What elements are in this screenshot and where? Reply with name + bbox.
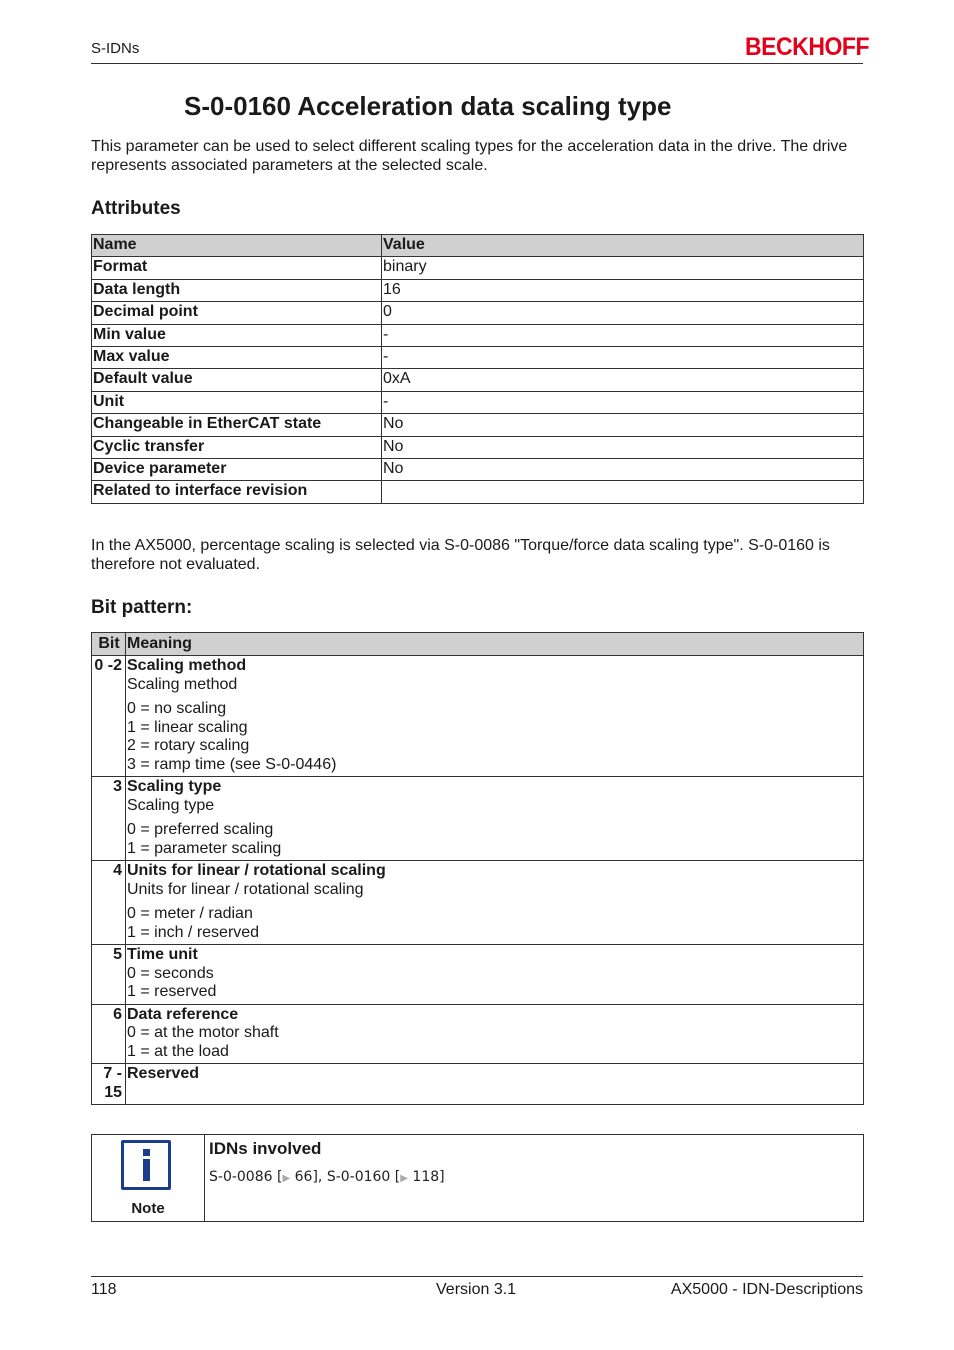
note-icon-column: [92, 1135, 205, 1221]
note-label: Note: [131, 1200, 165, 1217]
bit-pattern-heading: Bit pattern:: [91, 597, 193, 618]
attribute-row: [92, 481, 864, 503]
bit-value-option: 1 = inch / reserved: [127, 923, 260, 941]
bit-value-option: 0 = at the motor shaft: [127, 1024, 279, 1041]
bit-meaning-title: Data reference: [127, 1005, 239, 1023]
bit-meaning: [126, 1004, 864, 1064]
attribute-row: [92, 279, 864, 301]
bit-number: 0 -2: [92, 656, 126, 777]
bit-value-option: 1 = at the load: [127, 1042, 229, 1060]
footer-version: Version 3.1: [436, 1281, 517, 1298]
bit-row: [92, 1064, 864, 1105]
attribute-row: [92, 458, 864, 480]
idn-reference-link[interactable]: S-0-0086 [▶ 66]: [209, 1169, 318, 1185]
bit-number: 7 - 15: [92, 1064, 126, 1105]
bit-value-option: 0 = seconds: [127, 964, 214, 982]
attributes-table: [91, 234, 864, 504]
bit-value-option: 1 = linear scaling: [127, 718, 248, 736]
attribute-name: Cyclic transfer: [92, 436, 382, 458]
note-content: [209, 1139, 445, 1185]
idn-reference-page: 118: [412, 1169, 440, 1185]
attribute-row: [92, 346, 864, 368]
attribute-value: -: [382, 324, 864, 346]
bit-meaning: [126, 945, 864, 1005]
bit-value-option: 0 = meter / radian: [127, 905, 253, 922]
bit-meaning: [126, 1064, 864, 1105]
attribute-name: Default value: [92, 369, 382, 391]
attribute-row: [92, 324, 864, 346]
bit-row: [92, 777, 864, 861]
bit-value-option: 1 = reserved: [127, 983, 217, 1000]
bit-pattern-table: [91, 632, 864, 1105]
bit-meaning-title: Scaling type: [127, 778, 222, 795]
info-icon: [121, 1140, 171, 1190]
bit-meaning: [126, 777, 864, 861]
attribute-value: 0: [382, 302, 864, 324]
attribute-value: No: [382, 414, 864, 436]
attribute-name: Min value: [92, 324, 382, 346]
column-header-bit: Bit: [92, 633, 126, 656]
note-references: S-0-0086 [▶ 66], S-0-0160 [▶ 118]: [209, 1169, 445, 1185]
bit-meaning: [126, 861, 864, 945]
bit-value-option: 1 = parameter scaling: [127, 839, 282, 857]
attribute-name: Data length: [92, 279, 382, 301]
attribute-value: [382, 481, 864, 503]
bit-meaning-title: Units for linear / rotational scaling: [127, 862, 386, 879]
page-arrow-icon: ▶: [282, 1173, 291, 1184]
bit-meaning-title: Time unit: [127, 946, 198, 963]
attribute-value: -: [382, 391, 864, 413]
bit-meaning-title: Reserved: [127, 1065, 200, 1082]
bit-number: 3: [92, 777, 126, 861]
attribute-name: Related to interface revision: [92, 481, 382, 503]
attribute-name: Changeable in EtherCAT state: [92, 414, 382, 436]
bit-meaning-description: Units for linear / rotational scaling: [127, 880, 364, 898]
bit-value-option: 3 = ramp time (see S-0-0446): [127, 755, 337, 773]
idn-reference-id: S-0-0160: [326, 1169, 391, 1185]
page-arrow-icon: ▶: [400, 1173, 408, 1184]
column-header-meaning: Meaning: [126, 633, 864, 656]
intro-paragraph: This parameter can be used to select different scaling types for the acceleration data in the drive. The drive represents associated parameters at the selected scale.: [91, 138, 848, 174]
attribute-row: [92, 302, 864, 324]
bit-row: [92, 656, 864, 777]
attribute-row: [92, 369, 864, 391]
attribute-value: 16: [382, 279, 864, 301]
footer-document-title: AX5000 - IDN-Descriptions: [670, 1281, 863, 1298]
attributes-header-row: [92, 235, 864, 257]
bit-number: 4: [92, 861, 126, 945]
header-divider: [91, 63, 863, 64]
footer-page-number: 118: [91, 1281, 117, 1298]
attribute-row: [92, 414, 864, 436]
bit-row: [92, 945, 864, 1005]
idn-reference-link[interactable]: S-0-0160 [▶ 118]: [326, 1169, 445, 1185]
attribute-value: No: [382, 458, 864, 480]
bit-header-row: [92, 633, 864, 656]
attribute-row: [92, 436, 864, 458]
bit-value-option: 2 = rotary scaling: [127, 737, 250, 754]
attribute-name: Max value: [92, 346, 382, 368]
bit-number: 5: [92, 945, 126, 1005]
bit-meaning-title: Scaling method: [127, 657, 247, 674]
idn-reference-page: 66: [294, 1169, 313, 1185]
bit-value-option: 0 = preferred scaling: [127, 821, 274, 838]
bit-row: [92, 861, 864, 945]
idn-reference-id: S-0-0086: [209, 1169, 273, 1185]
scaling-note-paragraph: In the AX5000, percentage scaling is selected via S-0-0086 "Torque/force data scaling type". S-0-0160 is therefore not evaluated.: [91, 537, 830, 573]
note-box: [91, 1134, 864, 1222]
attribute-value: No: [382, 436, 864, 458]
attribute-name: Format: [92, 257, 382, 279]
attribute-name: Unit: [92, 391, 382, 413]
attributes-heading: Attributes: [91, 198, 181, 219]
header-section-label: S-IDNs: [91, 40, 140, 57]
footer-divider: [91, 1276, 863, 1277]
bit-meaning-description: Scaling type: [127, 796, 215, 814]
attribute-value: -: [382, 346, 864, 368]
bit-meaning-description: Scaling method: [127, 675, 238, 693]
column-header-name: Name: [92, 235, 382, 257]
bit-meaning: [126, 656, 864, 777]
bit-number: 6: [92, 1004, 126, 1064]
note-title: IDNs involved: [209, 1139, 322, 1158]
bit-row: [92, 1004, 864, 1064]
attribute-name: Decimal point: [92, 302, 382, 324]
bit-value-option: 0 = no scaling: [127, 700, 227, 717]
attribute-value: binary: [382, 257, 864, 279]
attribute-row: [92, 391, 864, 413]
attribute-row: [92, 257, 864, 279]
attribute-name: Device parameter: [92, 458, 382, 480]
beckhoff-logo: BECKHOFF: [745, 33, 870, 61]
page-title: S-0-0160 Acceleration data scaling type: [184, 91, 672, 121]
column-header-value: Value: [382, 235, 864, 257]
attribute-value: 0xA: [382, 369, 864, 391]
